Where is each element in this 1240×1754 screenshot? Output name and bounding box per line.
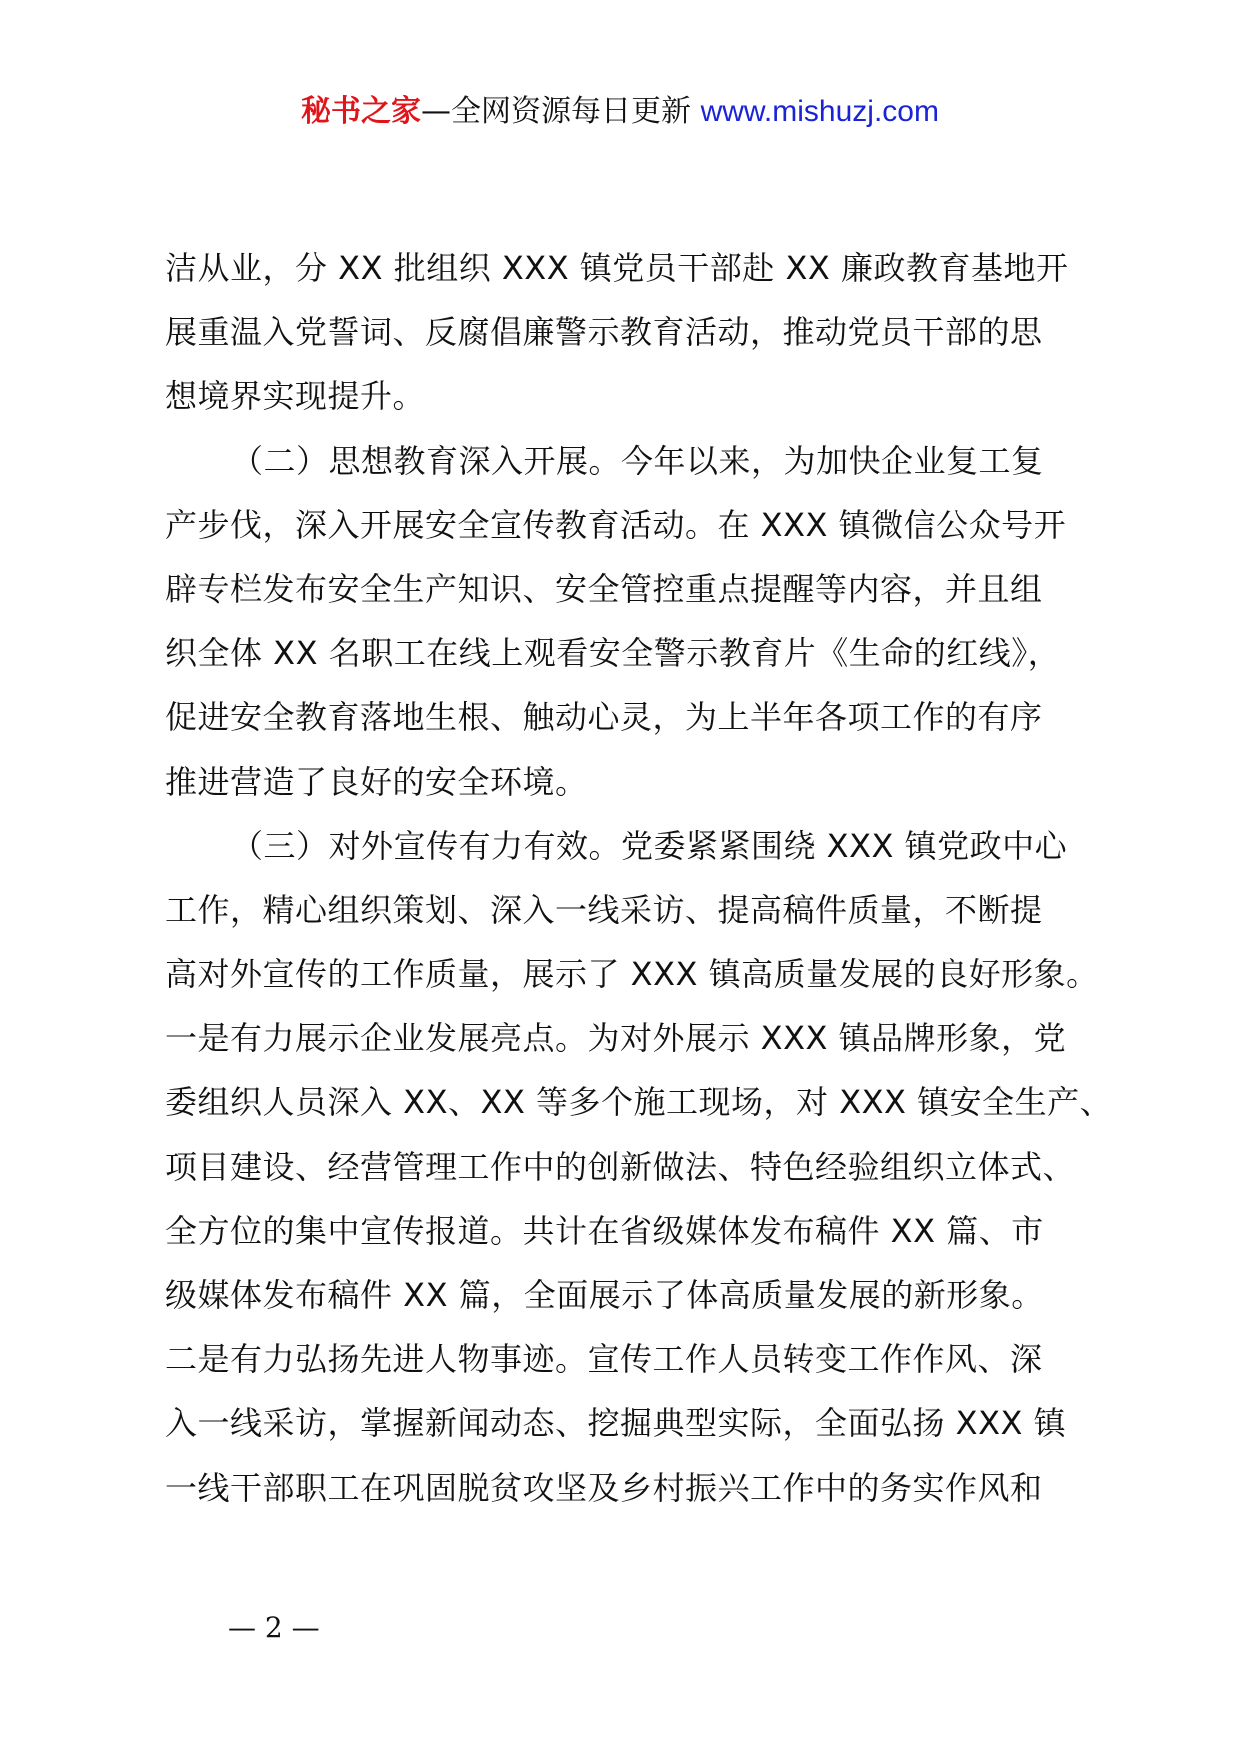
text-line: 入一线采访，掌握新闻动态、挖掘典型实际，全面弘扬 XXX 镇 (165, 1404, 1067, 1443)
section-heading-line: （三）对外宣传有力有效。党委紧紧围绕 XXX 镇党政中心 (231, 826, 1068, 865)
text-line: 级媒体发布稿件 XX 篇，全面展示了体高质量发展的新形象。 (165, 1276, 1044, 1314)
text-line: 想境界实现提升。 (165, 377, 426, 416)
text-line: 一线干部职工在巩固脱贫攻坚及乡村振兴工作中的务实作风和 (165, 1468, 1043, 1507)
text-line: 项目建设、经营管理工作中的创新做法、特色经验组织立体式、 (165, 1147, 1076, 1186)
document-body (165, 236, 1113, 1520)
text-line: 二是有力弘扬先进人物事迹。宣传工作人员转变工作作风、深 (165, 1340, 1043, 1379)
text-line: 洁从业，分 XX 批组织 XXX 镇党员干部赴 XX 廉政教育基地开 (165, 249, 1069, 287)
text-line: 展重温入党誓词、反腐倡廉警示教育活动，推动党员干部的思 (165, 313, 1043, 352)
text-line: 工作，精心组织策划、深入一线采访、提高稿件质量，不断提 (165, 890, 1043, 929)
site-slogan: —全网资源每日更新 (421, 94, 692, 129)
site-url: www.mishuzj.com (700, 95, 939, 128)
text-line: 促进安全教育落地生根、触动心灵，为上半年各项工作的有序 (165, 698, 1043, 737)
text-line: 高对外宣传的工作质量，展示了 XXX 镇高质量发展的良好形象。 (165, 955, 1099, 994)
site-brand: 秘书之家 (301, 94, 422, 129)
page-number: — 2 — (228, 1611, 320, 1644)
text-line: 全方位的集中宣传报道。共计在省级媒体发布稿件 XX 篇、市 (165, 1211, 1044, 1250)
text-line: 推进营造了良好的安全环境。 (165, 762, 588, 801)
text-line: 织全体 XX 名职工在线上观看安全警示教育片《生命的红线》， (165, 634, 1061, 673)
watermark-header (0, 92, 1240, 132)
section-heading-line: （二）思想教育深入开展。今年以来，为加快企业复工复 (231, 441, 1044, 480)
text-line: 辟专栏发布安全生产知识、安全管控重点提醒等内容，并且组 (165, 569, 1043, 608)
text-line: 委组织人员深入 XX、XX 等多个施工现场，对 XXX 镇安全生产、 (165, 1083, 1113, 1122)
text-line: 一是有力展示企业发展亮点。为对外展示 XXX 镇品牌形象，党 (165, 1019, 1067, 1058)
text-line: 产步伐，深入开展安全宣传教育活动。在 XXX 镇微信公众号开 (165, 505, 1067, 544)
